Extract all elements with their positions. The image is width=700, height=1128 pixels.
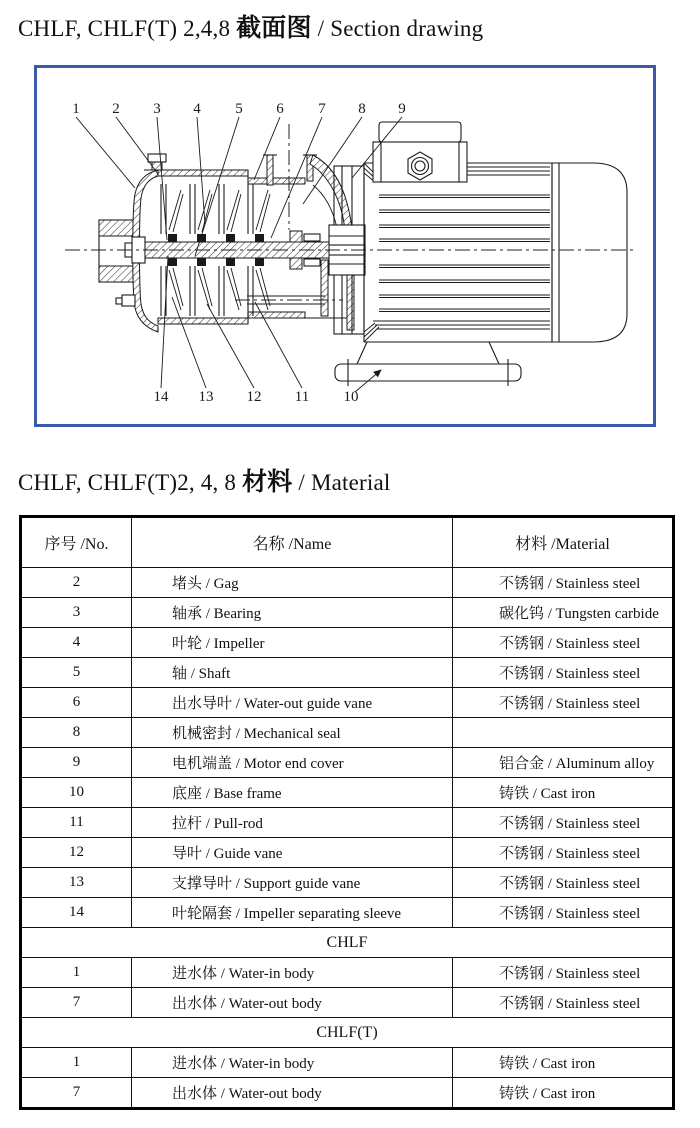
header-no: 序号 /No. [21, 517, 132, 568]
header-name: 名称 /Name [132, 517, 453, 568]
table-row [21, 1048, 674, 1078]
cell-name: 拉杆 / Pull-rod [132, 808, 453, 838]
cell-no: 11 [21, 808, 132, 838]
cell-name: 叶轮隔套 / Impeller separating sleeve [132, 898, 453, 928]
callout-label-7: 7 [318, 101, 326, 117]
callout-label-10: 10 [343, 389, 359, 405]
cell-name: 出水体 / Water-out body [132, 1078, 453, 1109]
callout-label-5: 5 [235, 101, 243, 117]
callout-label-11: 11 [294, 389, 310, 405]
cell-material: 不锈钢 / Stainless steel [453, 628, 674, 658]
cell-material: 不锈钢 / Stainless steel [453, 688, 674, 718]
cell-no: 9 [21, 748, 132, 778]
table-header-row [21, 517, 674, 568]
cell-no: 3 [21, 598, 132, 628]
cell-no: 7 [21, 988, 132, 1018]
table-row [21, 838, 674, 868]
title-cjk: 截面图 [236, 15, 312, 42]
cell-material: 不锈钢 / Stainless steel [453, 898, 674, 928]
title-en: / Material [292, 470, 391, 495]
callout-label-13: 13 [198, 389, 214, 405]
cell-material: 不锈钢 / Stainless steel [453, 808, 674, 838]
table-row [21, 658, 674, 688]
section-label: CHLF [21, 928, 674, 958]
table-row [21, 808, 674, 838]
page-title-material [18, 462, 390, 498]
cell-material: 不锈钢 / Stainless steel [453, 988, 674, 1018]
cell-no: 6 [21, 688, 132, 718]
table-row [21, 958, 674, 988]
callout-label-9: 9 [398, 101, 406, 117]
cell-name: 轴 / Shaft [132, 658, 453, 688]
callout-label-6: 6 [276, 101, 284, 117]
cell-material: 不锈钢 / Stainless steel [453, 568, 674, 598]
motor-end-cap [552, 163, 627, 342]
table-row [21, 868, 674, 898]
table-row [21, 1078, 674, 1109]
cell-no: 1 [21, 958, 132, 988]
cell-material: 不锈钢 / Stainless steel [453, 868, 674, 898]
title-en: / Section drawing [311, 16, 484, 41]
page-title-section-drawing [18, 8, 483, 44]
cell-name: 堵头 / Gag [132, 568, 453, 598]
motor-body [364, 163, 627, 342]
motor-foot [335, 342, 521, 386]
cell-no: 13 [21, 868, 132, 898]
table-row [21, 568, 674, 598]
cell-material: 碳化钨 / Tungsten carbide [453, 598, 674, 628]
cell-no: 8 [21, 718, 132, 748]
cell-name: 叶轮 / Impeller [132, 628, 453, 658]
cell-name: 支撑导叶 / Support guide vane [132, 868, 453, 898]
base-plate [335, 364, 521, 381]
cell-no: 2 [21, 568, 132, 598]
table-row [21, 988, 674, 1018]
gag-plug-bolt [144, 154, 172, 170]
cell-name: 出水导叶 / Water-out guide vane [132, 688, 453, 718]
cell-name: 机械密封 / Mechanical seal [132, 718, 453, 748]
cell-name: 电机端盖 / Motor end cover [132, 748, 453, 778]
material-table [19, 515, 675, 1110]
cell-name: 底座 / Base frame [132, 778, 453, 808]
cell-no: 14 [21, 898, 132, 928]
cell-material: 不锈钢 / Stainless steel [453, 838, 674, 868]
cell-material: 铸铁 / Cast iron [453, 1048, 674, 1078]
table-row [21, 748, 674, 778]
title-latin: CHLF, CHLF(T)2, 4, 8 [18, 470, 243, 495]
cell-material: 铝合金 / Aluminum alloy [453, 748, 674, 778]
callout-label-1: 1 [72, 101, 80, 117]
drain-plug-bolt [116, 295, 135, 306]
cell-no: 12 [21, 838, 132, 868]
motor-fins [364, 163, 550, 342]
cell-material: 不锈钢 / Stainless steel [453, 658, 674, 688]
cell-material [453, 718, 674, 748]
callout-label-8: 8 [358, 101, 366, 117]
cell-name: 出水体 / Water-out body [132, 988, 453, 1018]
callout-label-3: 3 [153, 101, 161, 117]
table-row [21, 778, 674, 808]
cell-no: 1 [21, 1048, 132, 1078]
callout-label-14: 14 [153, 389, 169, 405]
terminal-box [373, 122, 467, 182]
cell-name: 进水体 / Water-in body [132, 1048, 453, 1078]
table-section-row [21, 1018, 674, 1048]
cell-name: 轴承 / Bearing [132, 598, 453, 628]
cell-name: 进水体 / Water-in body [132, 958, 453, 988]
section-label: CHLF(T) [21, 1018, 674, 1048]
callout-label-12: 12 [246, 389, 262, 405]
title-cjk: 材料 [242, 469, 293, 496]
cell-material: 不锈钢 / Stainless steel [453, 958, 674, 988]
cell-name: 导叶 / Guide vane [132, 838, 453, 868]
cell-no: 7 [21, 1078, 132, 1109]
cell-no: 5 [21, 658, 132, 688]
callout-label-2: 2 [112, 101, 120, 117]
cell-no: 10 [21, 778, 132, 808]
table-row [21, 688, 674, 718]
table-section-row [21, 928, 674, 958]
table-row [21, 898, 674, 928]
cell-material: 铸铁 / Cast iron [453, 1078, 674, 1109]
drawing-frame [34, 65, 656, 427]
pump-section-drawing [37, 68, 653, 424]
table-row [21, 598, 674, 628]
callout-label-4: 4 [193, 101, 201, 117]
title-latin: CHLF, CHLF(T) 2,4,8 [18, 16, 237, 41]
table-row [21, 628, 674, 658]
table-row [21, 718, 674, 748]
header-material: 材料 /Material [453, 517, 674, 568]
cell-material: 铸铁 / Cast iron [453, 778, 674, 808]
cell-no: 4 [21, 628, 132, 658]
